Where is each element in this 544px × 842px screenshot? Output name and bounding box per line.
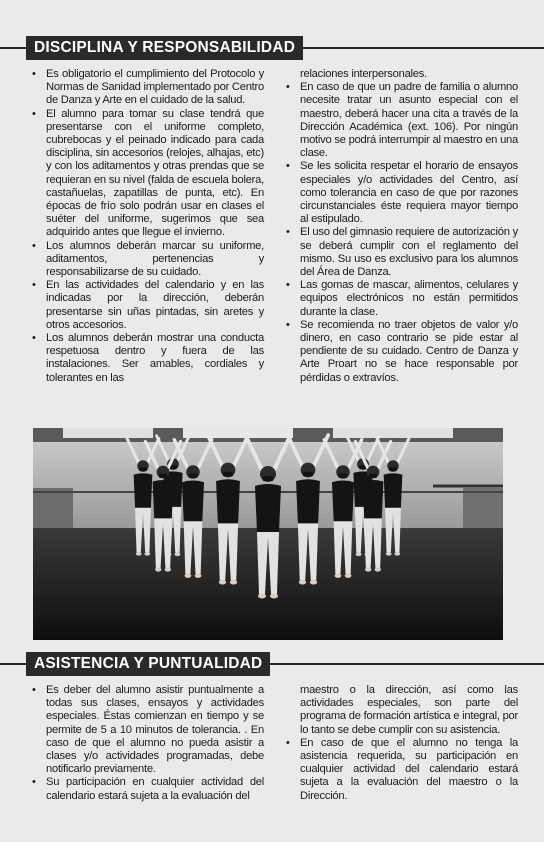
bullet: • [286,81,290,94]
discipline-columns [28,68,518,385]
list-item: • En las actividades del calendario y en las indicadas por la dirección, deberán presentarse sin uñas pintadas, sin aretes y otros accesorios. [32,279,264,331]
section-header-attendance [0,652,544,676]
attendance-right-column [282,684,518,803]
list-item: • En caso de que un padre de familia o alumno necesite tratar un asunto especial con el maestro, deberá hacer una cita a través de la Dirección Académica (ext. 106). Por ningún motivo se podrá interrumpir al maestro en una clase. [286,81,518,160]
dancers-photo [33,428,503,640]
list-item: • Es obligatorio el cumplimiento del Protocolo y Normas de Sanidad implementado por Centro de Danza y Arte en el cuidado de la salud. [32,68,264,107]
list-item-continuation: maestro o la dirección, así como las actividades especiales, son parte del programa de formación artística e integral, por lo tanto se debe cumplir con su asistencia. [300,684,518,736]
discipline-left-column [28,68,264,385]
list-item: • Se recomienda no traer objetos de valor y/o dinero, en caso contrario se pide estar al pendiente de su cuidado. Centro de Danza y Arte Proart no se hace responsable por pérdidas o extravíos. [286,318,518,384]
discipline-right-column [282,68,518,385]
list-item: • Se les solicita respetar el horario de ensayos especiales y/o actividades del Centro, así como tolerancia en caso de que por razones circunstanciales éste requiera mayor tiempo al estipulado. [286,160,518,226]
list-item: • En caso de que el alumno no tenga la asistencia requerida, su participación en cualquier actividad del calendario estará sujeta a la evaluación del maestro o la Dirección. [286,736,518,802]
bullet: • [32,239,36,252]
bullet: • [286,736,290,749]
section-header-discipline [0,36,544,60]
list-item: • El alumno para tomar su clase tendrá que presentarse con el uniforme completo, cubrebocas y el peinado indicado para cada disciplina, sin accesorios (relojes, alhajas, etc) y con los aditamentos y otras prendas que se requieran en su nivel (falda de escuela bolera, castañuelas, zapatillas de punta, etc). En épocas de frío solo podrán usar en clases el suéter del uniforme, sugerimos que sea adquirido antes que llegue el invierno. [32,107,264,239]
list-item: • Los alumnos deberán mostrar una conducta respetuosa dentro y fuera de las instalaciones. Ser amables, cordiales y tolerantes en las [32,332,264,384]
section-title: ASISTENCIA Y PUNTUALIDAD [26,652,270,676]
section-title: DISCIPLINA Y RESPONSABILIDAD [26,36,303,60]
list-item: • Su participación en cualquier actividad del calendario estará sujeta a la evaluación del [32,776,264,802]
list-item-continuation: relaciones interpersonales. [300,68,427,80]
list-item: • Es deber del alumno asistir puntualmente a todas sus clases, ensayos y actividades especiales. Éstas comienzan en tiempo y se permite de 5 a 10 minutos de tolerancia. . En caso de que el alumno no pueda asistir a clases y/o actividades programadas, debe notificarlo previamente. [32,684,264,776]
bullet: • [32,332,36,345]
bullet: • [32,279,36,292]
list-item: • Las gomas de mascar, alimentos, celulares y equipos electrónicos no están permitidos durante la clase. [286,279,518,318]
bullet: • [286,160,290,173]
bullet: • [286,318,290,331]
bullet: • [32,776,36,789]
bullet: • [286,279,290,292]
attendance-left-column [28,684,264,803]
attendance-columns [28,684,518,803]
bullet: • [32,684,36,696]
bullet: • [32,68,36,80]
list-item: • Los alumnos deberán marcar su uniforme, aditamentos, pertenencias y responsabilizarse de su cuidado. [32,239,264,279]
bullet: • [286,226,290,239]
bullet: • [32,107,36,120]
list-item: • El uso del gimnasio requiere de autorización y se deberá cumplir con el reglamento del mismo. Su uso es exclusivo para los alumnos del Área de Danza. [286,226,518,279]
dancers-illustration [33,428,503,640]
